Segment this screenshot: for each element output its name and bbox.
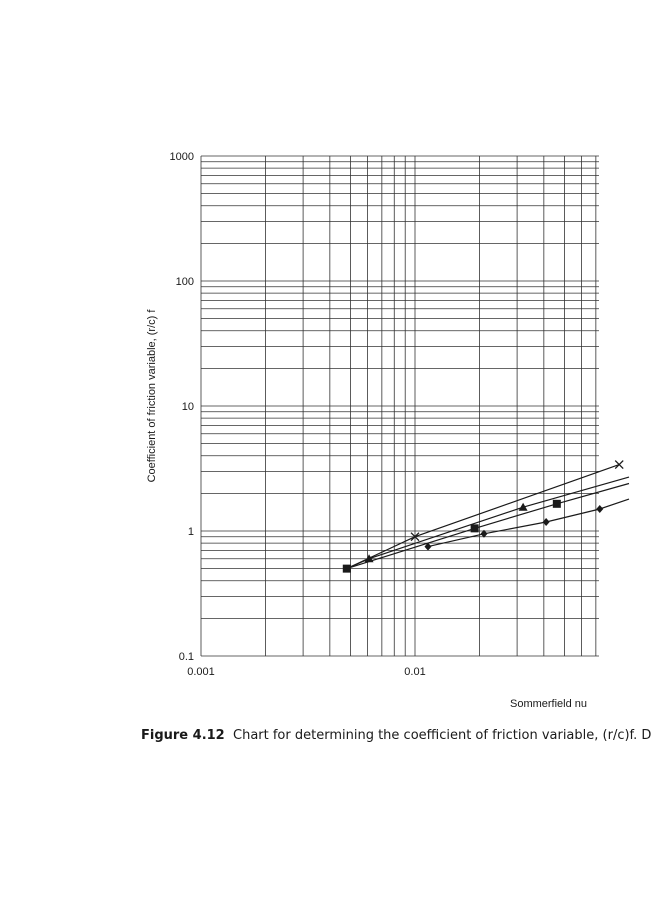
y-tick-label: 10 [181, 401, 194, 413]
square-marker [471, 524, 479, 532]
y-tick-label: 0.1 [178, 651, 194, 663]
x-tick-label: 0.001 [187, 666, 215, 678]
square-marker [553, 500, 561, 508]
square-marker [343, 565, 351, 573]
diamond-marker [596, 505, 603, 513]
y-axis-label: Coefficient of friction variable, (r/c) f [146, 309, 158, 483]
y-tick-label: 1000 [169, 151, 194, 163]
x-tick-label: 0.01 [404, 666, 426, 678]
x-marker [615, 461, 623, 469]
y-tick-label: 1 [187, 526, 194, 538]
series-line-square [347, 484, 629, 569]
data-series [343, 461, 629, 573]
figure-number: Figure 4.12 [141, 728, 225, 743]
caption-text: Chart for determining the coefficient of friction variable, (r/c)f. D [233, 728, 651, 743]
tick-labels [170, 151, 426, 678]
x-axis-label: Sommerfield nu [510, 698, 588, 710]
y-tick-label: 100 [175, 276, 194, 288]
figure-caption [141, 728, 651, 743]
horizontal-gridlines [201, 156, 599, 656]
